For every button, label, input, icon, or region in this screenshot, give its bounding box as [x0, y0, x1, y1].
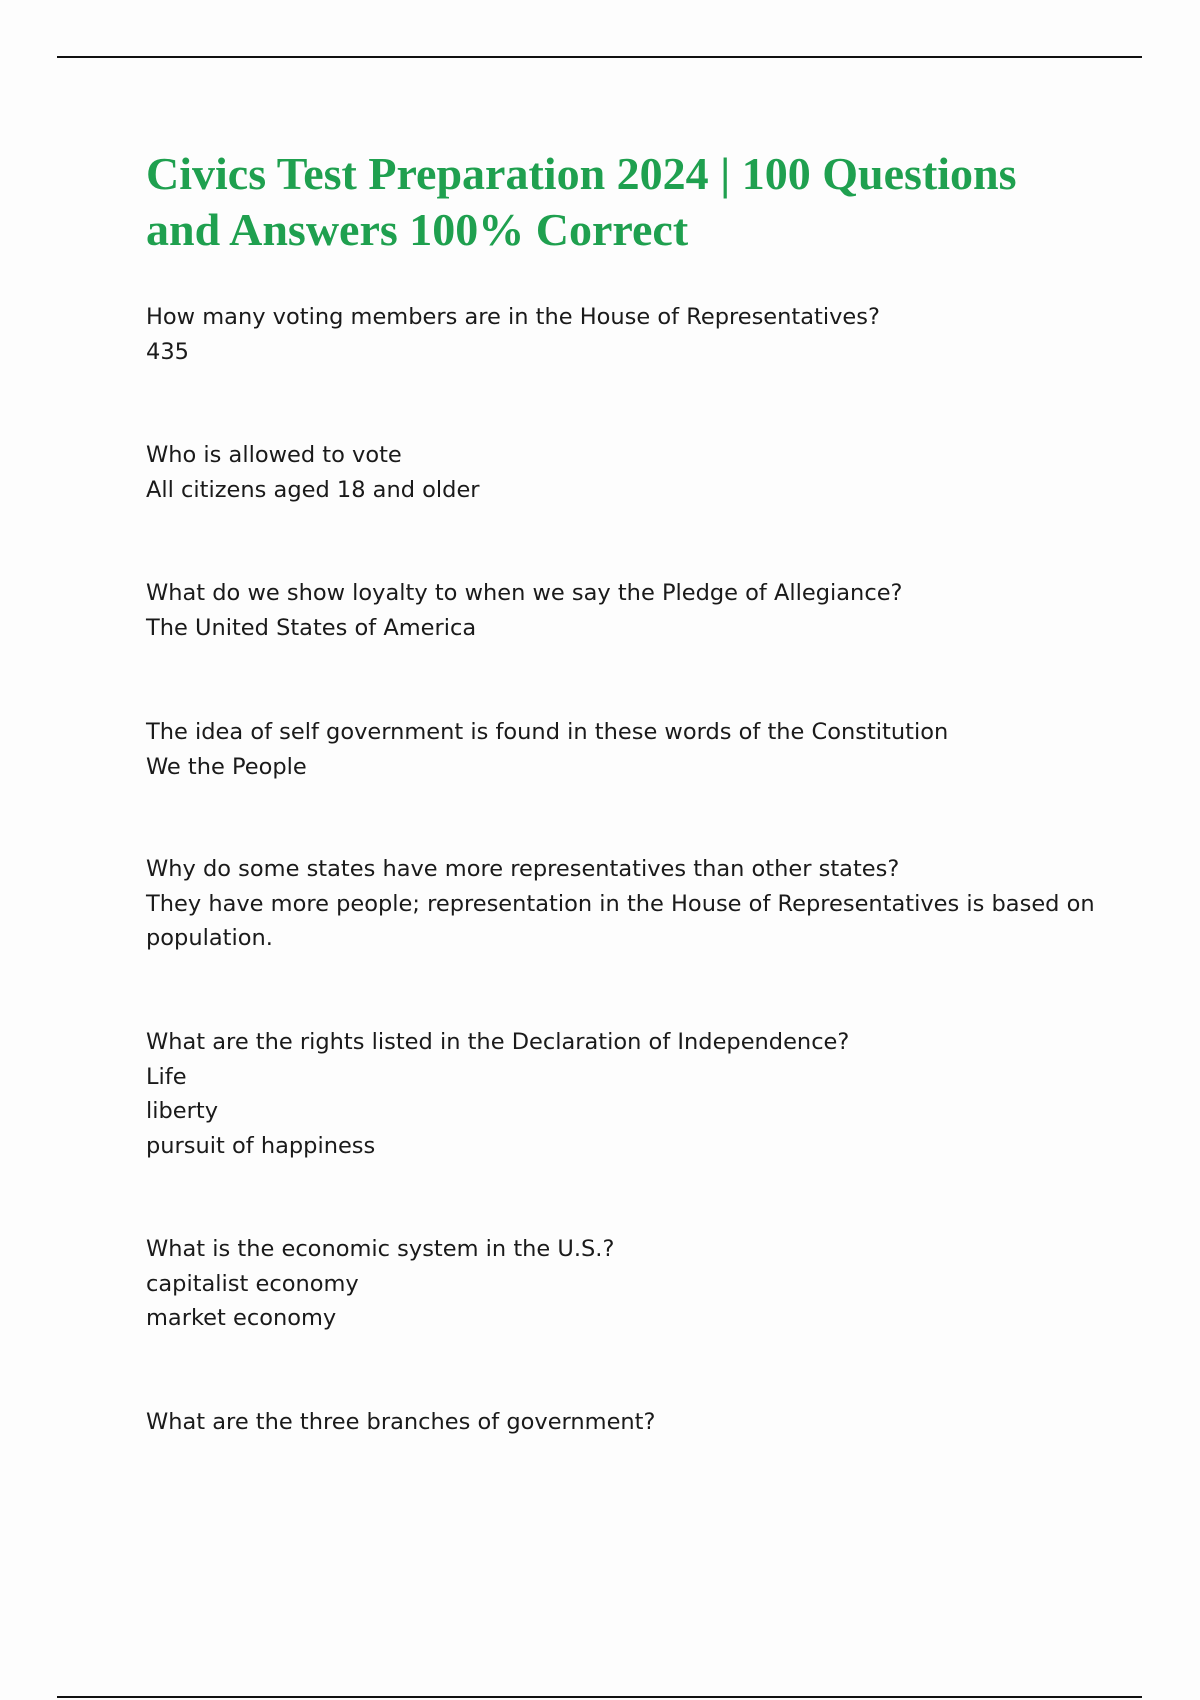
qa-item	[146, 300, 1096, 369]
bottom-rule	[57, 1696, 1142, 1698]
question-text: Why do some states have more representatives than other states?	[146, 856, 900, 882]
question-text: What is the economic system in the U.S.?	[146, 1236, 615, 1262]
answer-text: pursuit of happiness	[146, 1132, 376, 1159]
qa-item	[146, 576, 1096, 645]
qa-item	[146, 438, 1096, 507]
answer-text: capitalist economy	[146, 1270, 359, 1297]
question-text: The idea of self government is found in these words of the Constitution	[146, 719, 949, 745]
question-text: Who is allowed to vote	[146, 442, 402, 468]
answer-text: All citizens aged 18 and older	[146, 476, 480, 503]
question-text: What are the rights listed in the Declaration of Independence?	[146, 1029, 850, 1055]
answer-text: 435	[146, 338, 189, 365]
answer-text: We the People	[146, 753, 307, 780]
qa-item	[146, 1405, 1096, 1440]
qa-item	[146, 852, 1102, 956]
question-text: What do we show loyalty to when we say the Pledge of Allegiance?	[146, 580, 903, 606]
qa-item	[146, 715, 1096, 784]
answer-text: Life	[146, 1063, 187, 1090]
answer-text: The United States of America	[146, 614, 477, 641]
document-title: Civics Test Preparation 2024 | 100 Questions and Answers 100% Correct	[146, 148, 1017, 255]
top-rule	[57, 56, 1142, 58]
answer-text: They have more people; representation in the House of Representatives is based on population.	[146, 890, 1102, 951]
question-text: What are the three branches of government?	[146, 1409, 656, 1435]
question-text: How many voting members are in the House of Representatives?	[146, 304, 880, 330]
qa-item	[146, 1025, 1096, 1163]
qa-item	[146, 1232, 1096, 1336]
answer-text: liberty	[146, 1098, 219, 1124]
answer-text: market economy	[146, 1305, 337, 1331]
